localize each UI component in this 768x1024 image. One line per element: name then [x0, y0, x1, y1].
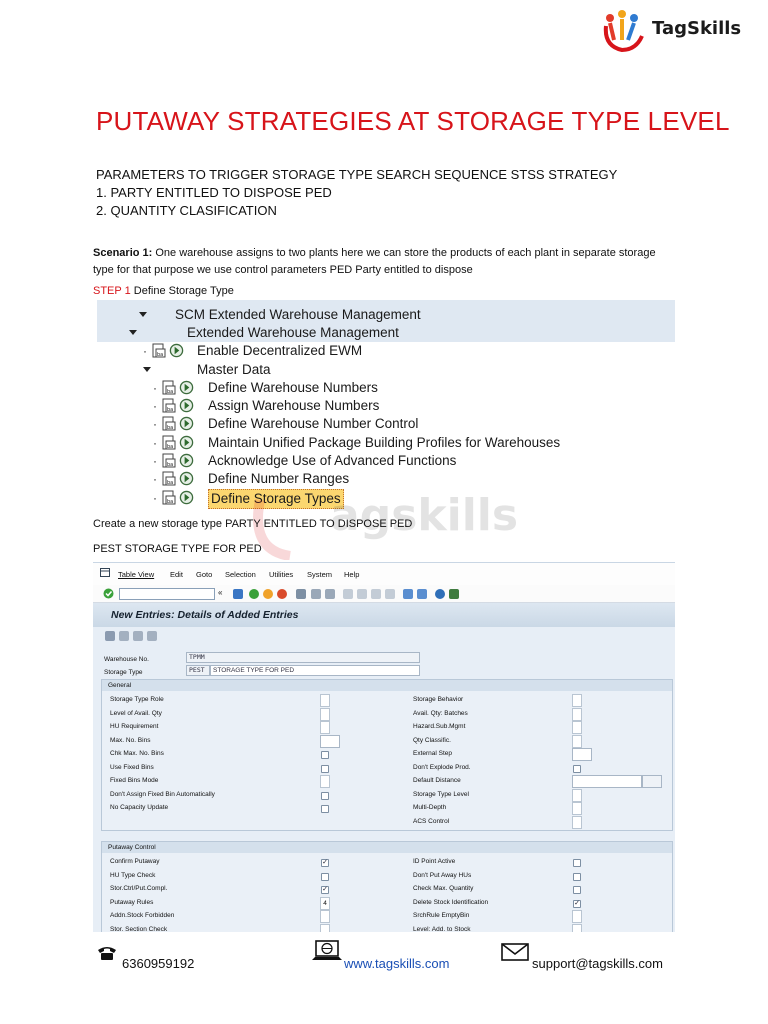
dropdown-field[interactable]: 4	[320, 897, 330, 910]
expand-triangle-icon[interactable]	[139, 312, 147, 317]
tree-node[interactable]	[97, 361, 675, 379]
form-label: Level: Add. to Stock	[413, 925, 471, 932]
menu-goto[interactable]: Goto	[196, 570, 213, 579]
sap-screen-title: New Entries: Details of Added Entries	[111, 609, 299, 621]
execute-activity-icon[interactable]	[179, 453, 194, 468]
menu-utilities[interactable]: Utilities	[269, 570, 294, 579]
parameter-item: 1. PARTY ENTITLED TO DISPOSE PED	[96, 185, 332, 200]
execute-activity-icon[interactable]	[179, 380, 194, 395]
find-next-icon[interactable]	[325, 589, 335, 599]
tree-node[interactable]	[97, 470, 675, 488]
checkbox[interactable]	[573, 886, 581, 894]
storage-type-field[interactable]: PEST	[186, 665, 210, 676]
dropdown-field[interactable]	[320, 910, 330, 923]
cancel-icon[interactable]	[277, 589, 287, 599]
dropdown-field[interactable]	[572, 910, 582, 923]
last-page-icon[interactable]	[385, 589, 395, 599]
checkbox[interactable]	[573, 873, 581, 881]
form-label: Storage Type Role	[110, 696, 164, 703]
bullet-icon: ·	[153, 472, 157, 486]
form-label: Storage Type Level	[413, 790, 469, 798]
execute-activity-icon[interactable]	[179, 398, 194, 413]
warehouse-no-label: Warehouse No.	[104, 656, 149, 663]
form-label: Default Distance	[413, 777, 461, 784]
tree-node-label[interactable]: Define Warehouse Number Control	[208, 416, 419, 431]
help-icon[interactable]	[435, 589, 445, 599]
form-label: ID Point Active	[413, 858, 456, 865]
bullet-icon: ·	[153, 436, 157, 450]
next-page-icon[interactable]	[371, 589, 381, 599]
form-label: Avail. Qty: Batches	[413, 709, 468, 717]
warehouse-no-field[interactable]: TPMM	[186, 652, 420, 663]
tree-node-label[interactable]: Maintain Unified Package Building Profiles for Warehouses	[208, 435, 561, 450]
input-field[interactable]	[320, 735, 340, 748]
sap-menu-bar	[93, 563, 675, 585]
bullet-icon: ·	[143, 344, 147, 358]
svg-text:ba: ba	[167, 407, 174, 413]
svg-text:ba: ba	[167, 389, 174, 395]
menu-edit[interactable]: Edit	[170, 570, 183, 579]
next-entry-icon[interactable]	[147, 631, 157, 641]
phone-icon	[96, 945, 118, 961]
menu-table-view[interactable]: Table View	[118, 570, 155, 579]
tree-node-label[interactable]: Define Storage Types	[208, 489, 344, 509]
execute-activity-icon[interactable]	[169, 343, 184, 358]
menu-system[interactable]: System	[307, 570, 333, 579]
svg-text:ba: ba	[157, 352, 164, 358]
checkbox[interactable]	[321, 805, 329, 813]
documentation-icon[interactable]	[161, 453, 177, 469]
tree-node-label[interactable]: Extended Warehouse Management	[187, 325, 399, 340]
dropdown-field[interactable]	[572, 708, 582, 721]
tree-node[interactable]	[97, 415, 675, 433]
form-label: Stor.Ctrl/Put.Compl.	[110, 885, 168, 892]
scenario-label: Scenario 1:	[93, 247, 153, 259]
svg-text:agskills: agskills	[330, 490, 519, 541]
svg-text:ba: ba	[167, 425, 174, 431]
pest-note: PEST STORAGE TYPE FOR PED	[93, 543, 262, 555]
putaway-group-header: Putaway Control	[102, 842, 672, 853]
tree-node-label[interactable]: Enable Decentralized EWM	[197, 343, 363, 358]
bullet-icon: ·	[153, 417, 157, 431]
form-label: Chk Max. No. Bins	[110, 750, 164, 757]
tree-node[interactable]	[97, 434, 675, 452]
checkbox[interactable]	[321, 792, 329, 800]
tree-node-label[interactable]: Define Warehouse Numbers	[208, 380, 378, 395]
dropdown-field[interactable]	[320, 721, 330, 734]
form-label: Multi-Depth	[413, 804, 447, 811]
first-page-icon[interactable]	[343, 589, 353, 599]
checkbox[interactable]	[573, 765, 581, 773]
execute-activity-icon[interactable]	[179, 471, 194, 486]
form-label: Check Max. Quantity	[413, 885, 474, 892]
enter-check-icon[interactable]	[103, 588, 114, 599]
form-label: External Step	[413, 750, 453, 757]
shortcut-icon[interactable]	[417, 589, 427, 599]
documentation-icon[interactable]	[161, 471, 177, 487]
step-text: Define Storage Type	[130, 285, 234, 297]
dropdown-field[interactable]	[320, 694, 330, 707]
svg-text:ba: ba	[167, 444, 174, 450]
tree-node-label[interactable]: SCM Extended Warehouse Management	[175, 307, 421, 322]
dropdown-field[interactable]	[572, 694, 582, 707]
form-label: Stor. Section Check	[110, 925, 168, 932]
documentation-icon[interactable]	[161, 380, 177, 396]
form-label: HU Type Check	[110, 871, 156, 879]
tree-node[interactable]	[97, 379, 675, 397]
svg-text:ba: ba	[167, 480, 174, 486]
form-label: SrchRule EmptyBin	[413, 912, 470, 919]
print-icon[interactable]	[296, 589, 306, 599]
exit-icon[interactable]	[263, 589, 273, 599]
sap-app-toolbar	[93, 627, 675, 645]
form-label: Fixed Bins Mode	[110, 777, 159, 784]
dropdown-field[interactable]	[572, 735, 582, 748]
find-icon[interactable]	[311, 589, 321, 599]
svg-text:ba: ba	[167, 499, 174, 505]
step-heading	[93, 285, 234, 297]
bullet-icon: ·	[153, 454, 157, 468]
dropdown-field[interactable]	[320, 924, 330, 933]
parameter-item: 2. QUANTITY CLASIFICATION	[96, 203, 277, 218]
parameters-heading: PARAMETERS TO TRIGGER STORAGE TYPE SEARCH SEQUENCE STSS STRATEGY	[96, 167, 618, 182]
dropdown-field[interactable]	[320, 708, 330, 721]
svg-text:ba: ba	[167, 462, 174, 468]
previous-entry-icon[interactable]	[133, 631, 143, 641]
form-label: Confirm Putaway	[110, 858, 160, 865]
step-label: STEP 1	[93, 285, 131, 297]
tree-node-label[interactable]: Assign Warehouse Numbers	[208, 398, 380, 413]
form-label: Qty Classific.	[413, 736, 451, 744]
menu-icon[interactable]	[100, 568, 110, 577]
tree-node[interactable]	[97, 324, 675, 342]
dropdown-field[interactable]	[572, 789, 582, 802]
previous-page-icon[interactable]	[357, 589, 367, 599]
new-session-icon[interactable]	[403, 589, 413, 599]
sap-screen-title-bar	[93, 603, 675, 627]
tree-node[interactable]	[97, 342, 675, 360]
brand-name: TagSkills	[652, 18, 742, 39]
bullet-icon: ·	[153, 399, 157, 413]
dropdown-field[interactable]	[572, 802, 582, 815]
documentation-icon[interactable]	[161, 435, 177, 451]
checkbox[interactable]	[573, 859, 581, 867]
display-change-icon[interactable]	[105, 631, 115, 641]
sap-screen	[93, 562, 675, 932]
checkbox[interactable]: ✓	[322, 886, 328, 893]
checkbox[interactable]: ✓	[574, 899, 580, 907]
form-label: Delete Stock Identification	[413, 898, 489, 906]
checkbox[interactable]	[321, 765, 329, 773]
checkbox[interactable]	[321, 751, 329, 759]
general-group	[101, 679, 673, 831]
tree-node-label[interactable]: Master Data	[197, 362, 271, 377]
history-chevron-icon[interactable]: «	[218, 588, 223, 597]
parameters-list	[96, 166, 617, 220]
form-label: Don't Assign Fixed Bin Automatically	[110, 790, 215, 798]
sap-toolbar	[93, 585, 675, 603]
execute-activity-icon[interactable]	[179, 416, 194, 431]
form-label: Don't Explode Prod.	[413, 763, 471, 771]
mail-icon	[501, 943, 529, 961]
form-label: Storage Behavior	[413, 696, 464, 703]
unit-field[interactable]	[642, 775, 662, 788]
scenario-paragraph	[93, 245, 663, 279]
form-label: Max. No. Bins	[110, 736, 151, 744]
storage-type-description[interactable]: STORAGE TYPE FOR PED	[210, 665, 420, 676]
form-label: Don't Put Away HUs	[413, 871, 472, 879]
footer-phone: 6360959192	[122, 956, 195, 971]
create-note: Create a new storage type PARTY ENTITLED TO DISPOSE PED	[93, 518, 413, 530]
form-label: Use Fixed Bins	[110, 763, 154, 771]
menu-selection[interactable]: Selection	[225, 570, 256, 579]
dropdown-field[interactable]	[572, 721, 582, 734]
menu-help[interactable]: Help	[344, 570, 360, 579]
dropdown-field[interactable]	[572, 924, 582, 933]
dropdown-field[interactable]	[320, 775, 330, 788]
form-label: Putaway Rules	[110, 898, 154, 906]
documentation-icon[interactable]	[151, 343, 167, 359]
img-tree-screenshot	[97, 300, 675, 510]
bullet-icon: ·	[153, 491, 157, 505]
bullet-icon: ·	[153, 381, 157, 395]
dropdown-field[interactable]	[572, 816, 582, 829]
delete-icon[interactable]	[119, 631, 129, 641]
scenario-text: One warehouse assigns to two plants here we can store the products of each plant in separate storage type for that purpose we use control parameters PED Party entitled to dispose	[93, 247, 656, 276]
tree-node[interactable]	[97, 452, 675, 470]
storage-type-label: Storage Type	[104, 669, 143, 676]
laptop-globe-icon	[311, 940, 343, 964]
execute-activity-icon[interactable]	[179, 435, 194, 450]
form-label: Level of Avail. Qty	[110, 709, 162, 717]
form-label: Hazard.Sub.Mgmt	[413, 723, 466, 730]
tagskills-logo	[596, 6, 756, 54]
checkbox[interactable]: ✓	[322, 859, 328, 866]
expand-triangle-icon[interactable]	[129, 330, 137, 335]
documentation-icon[interactable]	[161, 416, 177, 432]
expand-triangle-icon[interactable]	[143, 367, 151, 372]
execute-activity-icon[interactable]	[179, 490, 194, 505]
save-icon[interactable]	[233, 589, 243, 599]
page-title: PUTAWAY STRATEGIES AT STORAGE TYPE LEVEL	[96, 106, 730, 136]
input-field[interactable]	[572, 775, 642, 788]
footer-website-link[interactable]: www.tagskills.com	[344, 956, 450, 971]
documentation-icon[interactable]	[161, 490, 177, 506]
general-group-header: General	[102, 680, 672, 691]
form-label: Addn.Stock Forbidden	[110, 912, 175, 919]
form-label: ACS Control	[413, 817, 450, 825]
putaway-group	[101, 841, 673, 932]
tree-node-label[interactable]: Define Number Ranges	[208, 471, 350, 486]
tree-node[interactable]	[97, 397, 675, 415]
input-field[interactable]	[572, 748, 592, 761]
layout-icon[interactable]	[449, 589, 459, 599]
form-label: No Capacity Update	[110, 804, 169, 811]
documentation-icon[interactable]	[161, 398, 177, 414]
form-label: HU Requirement	[110, 723, 159, 730]
back-icon[interactable]	[249, 589, 259, 599]
tree-node-label[interactable]: Acknowledge Use of Advanced Functions	[208, 453, 457, 468]
tree-node[interactable]	[97, 306, 675, 324]
command-field[interactable]	[119, 588, 215, 600]
people-logo-icon	[596, 6, 648, 54]
checkbox[interactable]	[321, 873, 329, 881]
footer-email[interactable]: support@tagskills.com	[532, 956, 663, 971]
